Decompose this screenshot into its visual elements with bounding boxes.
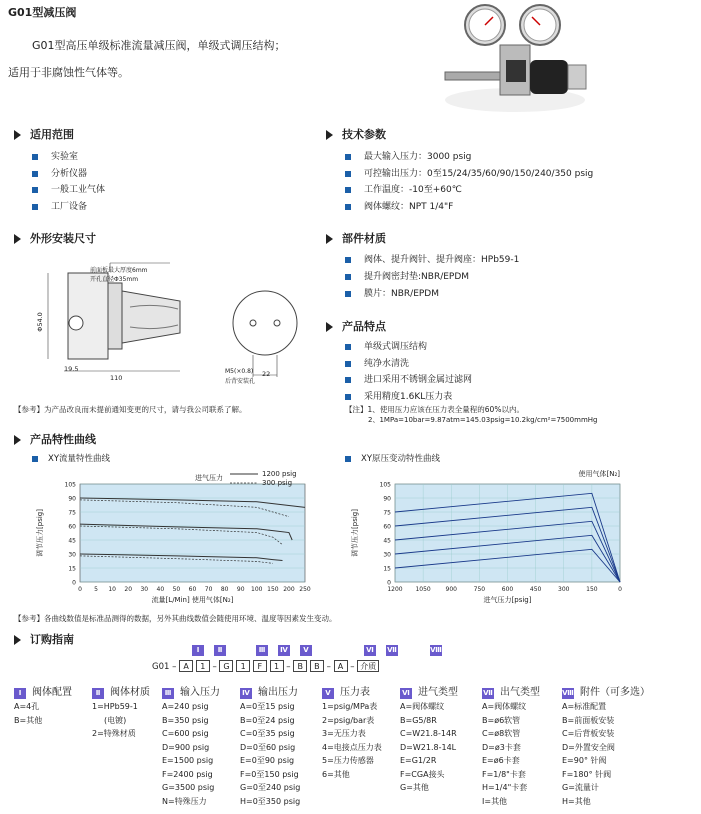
triangle-bullet-icon: [14, 130, 21, 140]
dim-label: 开孔直径Φ35mm: [90, 276, 139, 283]
list-item: 工作温度：-10至+60℃: [345, 182, 462, 195]
square-bullet-icon: [32, 171, 38, 177]
order-option: F=0至150 psig: [240, 769, 299, 779]
intro-line-2: 适用于非腐蚀性气体等。: [8, 66, 129, 79]
square-bullet-icon: [345, 257, 351, 263]
triangle-bullet-icon: [14, 635, 21, 645]
list-item: 阀体螺纹：NPT 1/4"F: [345, 199, 453, 212]
order-option: G=0至240 psig: [240, 783, 301, 792]
flow-chart: [30, 462, 320, 612]
list-item: 进口采用不锈钢金属过滤网: [345, 372, 472, 385]
order-option: 1=HPb59-1: [92, 702, 138, 711]
y-tick-label: 90: [383, 495, 391, 503]
list-item: 一般工业气体: [32, 182, 105, 195]
order-col-head: [92, 683, 150, 699]
order-option: A=4孔: [14, 702, 40, 711]
square-bullet-icon: [345, 291, 351, 297]
order-option: A=标准配置: [562, 702, 607, 711]
chart2-title: XY原压变动特性曲线: [345, 452, 440, 464]
roman-label: Ⅴ: [322, 688, 334, 699]
dim-label: 22: [262, 370, 271, 378]
list-item: 采用精度1.6KL压力表: [345, 389, 452, 402]
square-bullet-icon: [32, 154, 38, 160]
code-box: B: [293, 660, 307, 672]
order-option: A=240 psig: [162, 702, 209, 711]
legend-title: 使用气体[N₂]: [578, 470, 620, 478]
model-code: G01: [152, 662, 170, 672]
order-option: B=前面板安装: [562, 715, 615, 725]
y-tick-label: 90: [68, 495, 76, 503]
order-option: E=G1/2R: [400, 756, 437, 765]
pressure-chart: [345, 462, 635, 612]
order-option: B=0至24 psig: [240, 715, 295, 725]
x-tick-label: 200: [283, 586, 295, 593]
x-tick-label: 80: [220, 586, 229, 593]
x-tick-label: 10: [108, 586, 116, 593]
order-option: 1=psig/MPa表: [322, 702, 378, 711]
order-option: G=其他: [400, 783, 429, 792]
list-item: 提升阀密封垫:NBR/EPDM: [345, 269, 469, 282]
x-tick-label: 300: [558, 586, 570, 593]
order-option: E=1500 psig: [162, 756, 214, 765]
section-scope: 适用范围: [14, 126, 74, 142]
medium-box: 介质: [357, 660, 379, 672]
y-axis-label: 调节压力[psig]: [351, 509, 359, 557]
order-col-head: [162, 683, 220, 699]
legend-label: 300 psig: [262, 479, 293, 487]
x-tick-label: 30: [140, 586, 149, 593]
square-bullet-icon: [32, 187, 38, 193]
order-option: B=ø6软管: [482, 715, 521, 725]
order-option: 3=无压力表: [322, 729, 366, 738]
order-option: N=特殊压力: [162, 796, 207, 806]
x-tick-label: 50: [172, 586, 181, 593]
x-tick-label: 150: [267, 586, 279, 593]
order-col-head: [562, 683, 650, 699]
order-col-title: 出气类型: [500, 687, 540, 698]
square-bullet-icon: [345, 154, 351, 160]
order-option: H=其他: [562, 796, 591, 806]
x-tick-label: 40: [156, 586, 165, 593]
order-option: C=ø8软管: [482, 729, 521, 738]
order-option: E=ø6卡套: [482, 756, 520, 765]
features-note-2: 2、1MPa=10bar=9.87atm=145.03psig=10.2kg/cm²=7500mmHg: [368, 416, 598, 424]
roman-label: Ⅰ: [192, 645, 204, 656]
order-col-title: 压力表: [340, 687, 370, 698]
x-tick-label: 100: [251, 586, 263, 593]
roman-label: Ⅰ: [14, 688, 26, 699]
order-option: D=900 psig: [162, 742, 210, 752]
x-tick-label: 20: [124, 586, 133, 593]
order-option: C=0至35 psig: [240, 729, 295, 738]
order-col-title: 输入压力: [180, 687, 220, 698]
dim-label: 前面板最大厚度6mm: [90, 267, 148, 274]
order-col-head: [240, 683, 298, 699]
product-photo: [430, 0, 595, 118]
roman-label: Ⅴ: [300, 645, 312, 656]
order-option: F=CGA接头: [400, 769, 445, 779]
y-tick-label: 15: [68, 565, 76, 573]
x-tick-label: 70: [204, 586, 213, 593]
list-item: 阀体、提升阀针、提升阀座：HPb59-1: [345, 252, 519, 265]
order-col-head: [482, 683, 540, 699]
square-bullet-icon: [345, 171, 351, 177]
square-bullet-icon: [345, 204, 351, 210]
code-box: A: [179, 660, 193, 672]
order-option: C=W21.8-14R: [400, 729, 457, 738]
section-materials: 部件材质: [326, 230, 386, 246]
square-bullet-icon: [32, 456, 38, 462]
y-tick-label: 0: [72, 579, 76, 587]
roman-label: Ⅷ: [562, 689, 574, 697]
features-note-1: 【注】1、使用压力应该在压力表全量程的60%以内。: [345, 405, 524, 414]
x-tick-label: 1200: [387, 586, 403, 593]
order-option: F=1/8"卡套: [482, 769, 526, 779]
y-tick-label: 30: [68, 551, 76, 559]
order-col-title: 输出压力: [258, 687, 298, 698]
y-tick-label: 60: [383, 523, 391, 531]
page-title: G01型减压阀: [8, 6, 77, 19]
triangle-bullet-icon: [14, 435, 21, 445]
code-box: F: [253, 660, 267, 672]
roman-label: Ⅵ: [364, 645, 376, 656]
square-bullet-icon: [345, 394, 351, 400]
list-item: 可控输出压力：0至15/24/35/60/90/150/240/350 psig: [345, 166, 593, 179]
roman-label: Ⅱ: [92, 688, 104, 699]
square-bullet-icon: [345, 274, 351, 280]
y-tick-label: 60: [68, 523, 76, 531]
order-option: F=180° 针阀: [562, 769, 612, 779]
order-option: E=90° 针阀: [562, 756, 607, 765]
list-item: 单级式调压结构: [345, 339, 427, 352]
legend-title: 进气压力: [195, 474, 223, 482]
order-option: A=阀体螺纹: [482, 702, 527, 711]
section-features: 产品特点: [326, 318, 386, 334]
order-option: A=0至15 psig: [240, 702, 295, 711]
x-tick-label: 0: [78, 586, 82, 593]
y-tick-label: 105: [64, 481, 76, 489]
square-bullet-icon: [345, 344, 351, 350]
triangle-bullet-icon: [326, 130, 333, 140]
section-dimensions: 外形安装尺寸: [14, 230, 96, 246]
list-item: 分析仪器: [32, 166, 87, 179]
code-box: B: [310, 660, 324, 672]
square-bullet-icon: [345, 456, 351, 462]
order-col-head: [400, 683, 458, 699]
dim-label: 19.5: [64, 365, 79, 373]
legend-label: 1200 psig: [262, 470, 297, 478]
y-tick-label: 0: [387, 579, 391, 587]
section-order: 订购指南: [14, 631, 74, 647]
order-col-head: [14, 683, 72, 699]
x-axis-label: 进气压力[psig]: [483, 596, 532, 604]
y-axis-label: 调节压力[psig]: [36, 509, 44, 557]
order-option: H=1/4"卡套: [482, 783, 528, 792]
x-tick-label: 900: [445, 586, 457, 593]
order-option: I=其他: [482, 796, 508, 806]
x-tick-label: 60: [188, 586, 197, 593]
x-tick-label: 5: [94, 586, 98, 593]
roman-label: Ⅶ: [387, 646, 397, 654]
dims-note: 【参考】为产品改良而未提前通知变更的尺寸，请与我公司联系了解。: [14, 405, 247, 414]
y-tick-label: 15: [383, 565, 391, 573]
curves-note: 【参考】各曲线数值是标准品测得的数据，另外其曲线数值会随使用环境、温度等因素发生变动。: [14, 614, 337, 623]
order-option: D=外置安全阀: [562, 742, 615, 752]
section-curves: 产品特性曲线: [14, 431, 96, 447]
order-option: B=其他: [14, 715, 43, 725]
order-col-title: 附件（可多选）: [580, 687, 650, 698]
x-axis-label: 流量[L/Min] 使用气体[N₂]: [151, 596, 234, 604]
x-tick-label: 0: [618, 586, 622, 593]
square-bullet-icon: [345, 361, 351, 367]
x-tick-label: 450: [529, 586, 542, 593]
list-item: 工厂设备: [32, 199, 87, 212]
roman-label: Ⅲ: [256, 645, 268, 656]
order-option: 5=压力传感器: [322, 756, 374, 765]
dim-label: 后背安装孔: [225, 378, 256, 385]
x-tick-label: 600: [501, 586, 514, 593]
roman-label: Ⅳ: [240, 688, 252, 699]
order-option: E=0至90 psig: [240, 756, 295, 765]
roman-label: Ⅲ: [162, 688, 174, 699]
roman-row: [192, 645, 482, 657]
order-option: C=600 psig: [162, 729, 209, 738]
x-tick-label: 90: [236, 586, 245, 593]
order-option: A=阀体螺纹: [400, 702, 445, 711]
order-option: G=3500 psig: [162, 783, 215, 792]
y-tick-label: 45: [68, 537, 76, 545]
dim-label: M5(×0.8): [225, 368, 254, 375]
triangle-bullet-icon: [14, 234, 21, 244]
order-option: C=后背板安装: [562, 729, 615, 738]
roman-label: Ⅵ: [400, 688, 412, 699]
code-box: 1: [270, 660, 284, 672]
order-code: G01 – A 1 – G 1 F 1 – B B – A – 介质: [152, 660, 379, 672]
dim-label: 110: [110, 374, 123, 382]
code-box: 1: [196, 660, 210, 672]
list-item: 最大输入压力：3000 psig: [345, 149, 471, 162]
order-option: B=G5/8R: [400, 715, 437, 725]
code-box: 1: [236, 660, 250, 672]
y-tick-label: 30: [383, 551, 391, 559]
y-tick-label: 45: [383, 537, 391, 545]
code-box: G: [219, 660, 233, 672]
order-option: D=W21.8-14L: [400, 742, 457, 752]
triangle-bullet-icon: [326, 322, 333, 332]
x-tick-label: 1050: [415, 586, 431, 593]
list-item: 膜片：NBR/EPDM: [345, 286, 439, 299]
x-tick-label: 750: [473, 586, 486, 593]
chart1-title: XY流量特性曲线: [32, 452, 110, 464]
order-option: 2=特殊材质: [92, 729, 136, 738]
order-option: B=350 psig: [162, 715, 209, 725]
y-tick-label: 75: [383, 509, 391, 517]
intro-line-1: G01型高压单级标准流量减压阀，单级式调压结构；: [32, 39, 286, 52]
order-option: G=流量计: [562, 783, 599, 792]
list-item: 实验室: [32, 149, 78, 162]
order-col-title: 阀体材质: [110, 687, 150, 698]
roman-label: Ⅱ: [214, 645, 226, 656]
square-bullet-icon: [345, 187, 351, 193]
order-col-title: 阀体配置: [32, 687, 72, 698]
roman-label: Ⅶ: [483, 689, 493, 697]
list-item: 纯净水清洗: [345, 356, 409, 369]
order-option: 6=其他: [322, 769, 350, 779]
roman-label: Ⅷ: [430, 646, 442, 654]
order-option: 2=psig/bar表: [322, 715, 375, 725]
y-tick-label: 105: [379, 481, 391, 489]
x-tick-label: 150: [586, 586, 598, 593]
code-box: A: [334, 660, 348, 672]
order-option: 4=电接点压力表: [322, 742, 382, 752]
order-option: (电镀): [104, 715, 127, 725]
triangle-bullet-icon: [326, 234, 333, 244]
roman-label: Ⅳ: [278, 645, 290, 656]
dim-label: Φ54.0: [35, 312, 44, 332]
y-tick-label: 75: [68, 509, 76, 517]
order-col-title: 进气类型: [418, 687, 458, 698]
square-bullet-icon: [345, 377, 351, 383]
order-option: D=0至60 psig: [240, 742, 296, 752]
order-option: D=ø3卡套: [482, 742, 521, 752]
order-option: F=2400 psig: [162, 769, 213, 779]
order-col-head: [322, 683, 370, 699]
square-bullet-icon: [32, 204, 38, 210]
order-option: H=0至350 psig: [240, 796, 301, 806]
x-tick-label: 250: [299, 586, 311, 593]
section-params: 技术参数: [326, 126, 386, 142]
